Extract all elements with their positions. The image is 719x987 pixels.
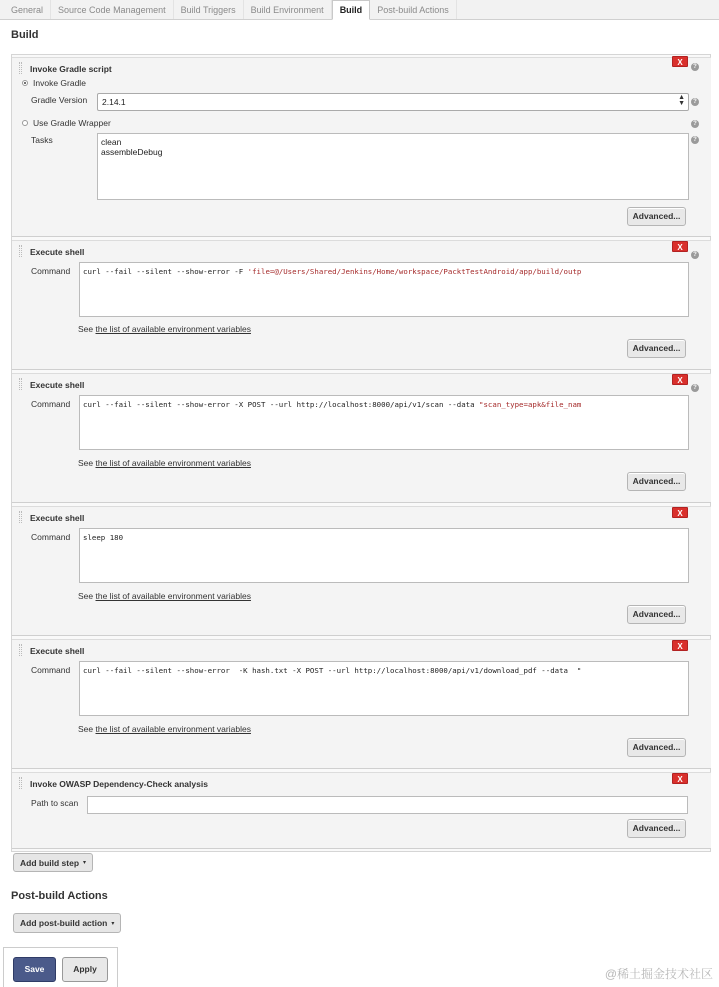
execute-shell-step — [12, 373, 711, 503]
env-variables-note — [78, 324, 251, 334]
execute-shell-title: Execute shell — [30, 247, 85, 257]
owasp-step — [12, 772, 711, 849]
env-prefix: See — [78, 724, 96, 734]
execute-shell-title: Execute shell — [30, 380, 85, 390]
tasks-textarea[interactable]: clean assembleDebug — [97, 133, 689, 200]
drag-handle[interactable] — [19, 777, 22, 789]
gradle-step — [12, 57, 711, 237]
help-icon[interactable]: ? — [691, 136, 699, 144]
apply-button[interactable]: Apply — [62, 957, 108, 982]
advanced-button[interactable]: Advanced... — [627, 207, 686, 226]
invoke-gradle-label: Invoke Gradle — [33, 78, 86, 88]
env-variables-note — [78, 724, 251, 734]
command-textarea[interactable] — [79, 661, 689, 716]
use-gradle-wrapper-radio[interactable] — [22, 120, 28, 126]
path-to-scan-input[interactable] — [87, 796, 688, 814]
execute-shell-step — [12, 506, 711, 636]
save-button[interactable]: Save — [13, 957, 56, 982]
drag-handle[interactable] — [19, 378, 22, 390]
execute-shell-step — [12, 639, 711, 769]
execute-shell-title: Execute shell — [30, 646, 85, 656]
invoke-gradle-radio[interactable] — [22, 80, 28, 86]
add-build-step-label: Add build step — [20, 857, 80, 868]
add-post-build-action-button[interactable] — [13, 913, 121, 933]
delete-step-button[interactable]: X — [672, 374, 688, 385]
command-text: curl --fail --silent --show-error -X POST --url http://localhost:8000/api/v1/scan --data — [83, 400, 480, 409]
help-icon[interactable]: ? — [691, 63, 699, 71]
caret-down-icon: ▾ — [83, 860, 87, 866]
delete-step-button[interactable]: X — [672, 241, 688, 252]
command-text: curl --fail --silent --show-error -K hash.txt -X POST --url http://localhost:8000/api/v1/download_pdf --data " — [83, 666, 582, 675]
env-variables-link[interactable]: the list of available environment variables — [95, 458, 251, 468]
tab-general[interactable]: General — [4, 0, 51, 19]
command-string: 'file=@/Users/Shared/Jenkins/Home/workspace/PacktTestAndroid/app/build/outp — [247, 267, 582, 276]
delete-step-button[interactable]: X — [672, 507, 688, 518]
build-section-title: Build — [11, 29, 39, 41]
command-text: sleep 180 — [83, 533, 124, 542]
drag-handle[interactable] — [19, 511, 22, 523]
delete-step-button[interactable]: X — [672, 773, 688, 784]
tab-build-environment[interactable]: Build Environment — [244, 0, 332, 19]
tab-build[interactable]: Build — [332, 0, 371, 20]
delete-step-button[interactable]: X — [672, 640, 688, 651]
help-icon[interactable]: ? — [691, 98, 699, 106]
env-prefix: See — [78, 324, 96, 334]
env-variables-note — [78, 458, 251, 468]
use-gradle-wrapper-label: Use Gradle Wrapper — [33, 118, 111, 128]
env-prefix: See — [78, 458, 96, 468]
drag-handle[interactable] — [19, 62, 22, 74]
env-prefix: See — [78, 591, 96, 601]
command-label: Command — [31, 266, 71, 276]
advanced-button[interactable]: Advanced... — [627, 738, 686, 757]
command-label: Command — [31, 665, 71, 675]
command-text: curl --fail --silent --show-error -F — [83, 267, 248, 276]
advanced-button[interactable]: Advanced... — [627, 339, 686, 358]
caret-down-icon: ▾ — [111, 920, 115, 927]
drag-handle[interactable] — [19, 245, 22, 257]
env-variables-link[interactable]: the list of available environment variables — [95, 591, 251, 601]
help-icon[interactable]: ? — [691, 384, 699, 392]
add-post-build-action-label: Add post-build action — [20, 918, 108, 928]
help-icon[interactable]: ? — [691, 120, 699, 128]
env-variables-link[interactable]: the list of available environment variables — [95, 724, 251, 734]
config-tab-bar — [0, 0, 719, 20]
gradle-version-label: Gradle Version — [31, 95, 88, 105]
select-arrows-icon: ▲ ▼ — [678, 94, 685, 107]
command-textarea[interactable] — [79, 262, 689, 317]
advanced-button[interactable]: Advanced... — [627, 819, 686, 838]
command-textarea[interactable] — [79, 395, 689, 450]
execute-shell-step — [12, 240, 711, 370]
command-string: "scan_type=apk&file_nam — [479, 400, 582, 409]
watermark-text: @稀土掘金技术社区 — [604, 967, 713, 981]
help-icon[interactable]: ? — [691, 251, 699, 259]
env-variables-link[interactable]: the list of available environment variables — [95, 324, 251, 334]
tab-source-code-management[interactable]: Source Code Management — [51, 0, 174, 19]
gradle-version-value: 2.14.1 — [102, 97, 126, 107]
env-variables-note — [78, 591, 251, 601]
gradle-step-title: Invoke Gradle script — [30, 64, 112, 74]
post-build-section-title: Post-build Actions — [11, 890, 108, 902]
gradle-version-select[interactable] — [97, 93, 689, 111]
owasp-step-title: Invoke OWASP Dependency-Check analysis — [30, 779, 208, 789]
command-textarea[interactable] — [79, 528, 689, 583]
tab-build-triggers[interactable]: Build Triggers — [174, 0, 244, 19]
tasks-label: Tasks — [31, 135, 53, 145]
path-to-scan-label: Path to scan — [31, 798, 79, 808]
command-label: Command — [31, 532, 71, 542]
add-build-step-button[interactable] — [13, 853, 93, 872]
command-label: Command — [31, 399, 71, 409]
drag-handle[interactable] — [19, 644, 22, 656]
advanced-button[interactable]: Advanced... — [627, 605, 686, 624]
delete-step-button[interactable]: X — [672, 56, 688, 67]
execute-shell-title: Execute shell — [30, 513, 85, 523]
advanced-button[interactable]: Advanced... — [627, 472, 686, 491]
tab-post-build-actions[interactable]: Post-build Actions — [370, 0, 457, 19]
